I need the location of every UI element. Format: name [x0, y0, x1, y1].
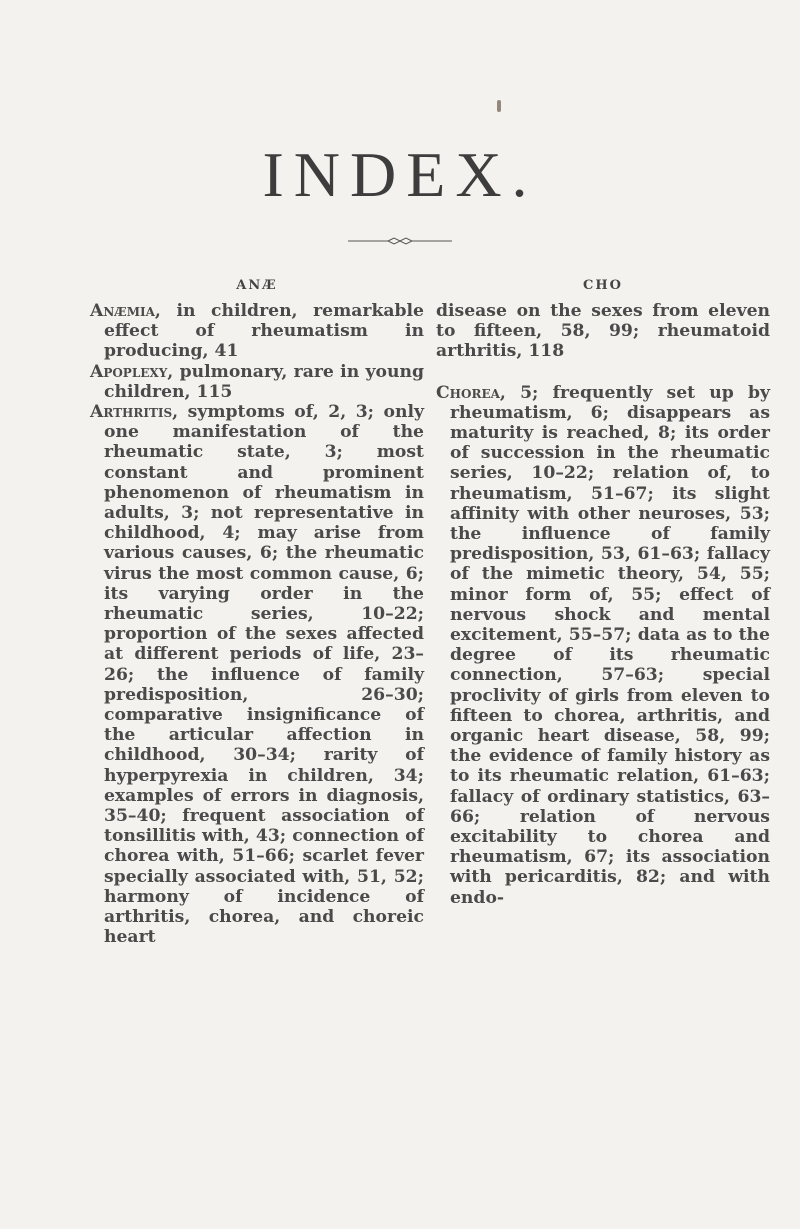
title-ornament-rule — [348, 236, 452, 246]
entry-body: symptoms of, 2, 3; only one manifestation of the rheumatic state, 3; most constant and prominent phenomenon of rheumatism in adults, 3; not representative in childhood, 4; may arise from various causes, 6; the rheumatic virus the most common cause, 6; its varying order in the rheumatic series, 10–22; proportion of the sexes affected at different periods of life, 23–26; the influence of family predisposition, 26–30; comparative insignificance of the articular affection in childhood, 30–34; rarity of hyperpyrexia in children, 34; examples of errors in diagnosis, 35–40; frequent association of tonsillitis with, 43; connection of chorea with, 51–66; scarlet fever specially associated with, 51, 52; harmony of incidence of arthritis, chorea, and choreic heart — [104, 402, 424, 948]
entry-body: disease on the sexes from eleven to fifteen, 58, 99; rheumatoid arthritis, 118 — [436, 301, 770, 362]
index-entry-anaemia — [90, 301, 424, 362]
entry-term: Chorea, — [436, 382, 506, 403]
right-column — [436, 278, 770, 908]
ink-speck — [497, 100, 501, 112]
index-entry-chorea — [436, 383, 770, 908]
page-title: INDEX. — [262, 139, 538, 210]
entry-term: Anæmia, — [90, 301, 161, 321]
entry-term: Arthritis, — [90, 402, 179, 423]
entry-body: 5; frequently set up by rheumatism, 6; disappears as maturity is reached, 8; its order of succession in the rheumatic series, 10–22; relation of, to rheumatism, 51–67; its slight affinity with other neuroses, 53; the influence of family predisposition, 53, 61–63; fallacy of the mimetic theory, 54, 55; minor form of, 55; effect of nervous shock and mental excitement, 55–57; data as to the degree of its rheumatic connection, 57–63; special proclivity of girls from eleven to fifteen to chorea, arthritis, and organic heart disease, 58, 99; the evidence of family history as to its rheumatic relation, 61–63; fallacy of ordinary statistics, 63–66; relation of nervous excitability to chorea and rheumatism, 67; its association with pericarditis, 82; and with endo- — [450, 382, 770, 908]
left-column — [90, 278, 424, 948]
running-head-right: CHO — [583, 278, 623, 293]
entry-body: pulmonary, rare in young children, 115 — [104, 361, 424, 402]
index-entry-apoplexy — [90, 362, 424, 402]
entry-body: in children, remarkable effect of rheumatism in producing, 41 — [104, 301, 424, 362]
index-entry-arthritis — [90, 402, 424, 947]
index-entry-continuation — [436, 301, 770, 362]
entry-term: Apoplexy, — [90, 361, 174, 382]
running-head-left: ANÆ — [236, 278, 278, 293]
